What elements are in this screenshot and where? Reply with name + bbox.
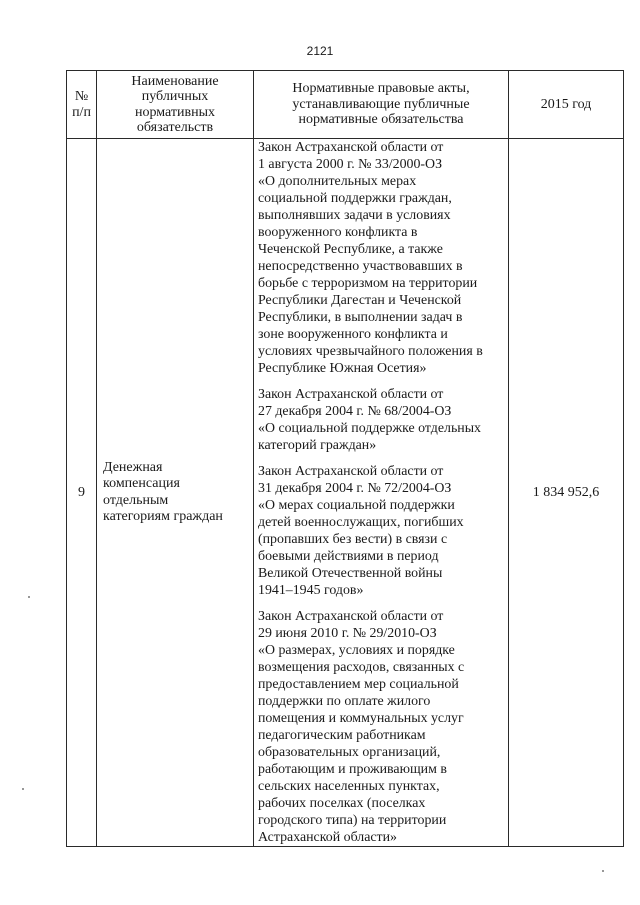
- legal-act: Закон Астраханской области от 1 августа 2000 г. № 33/2000-ОЗ «О дополнительных мерах социальной поддержки граждан, выполнявших задачи в условиях вооруженного конфликта в Чеченской Республике, а также непосредственно участвовавших в борьбе с терроризмом на территории Республики Дагестан и Чеченской Республики, в выполнении задач в зоне вооруженного конфликта и условиях чрезвычайного положения в Республике Южная Осетия»: [258, 140, 483, 376]
- header-obligation-name: Наименование публичных нормативных обязательств: [97, 71, 254, 139]
- obligations-table: [66, 70, 624, 847]
- scan-speck: [22, 788, 24, 790]
- header-year: 2015 год: [509, 71, 624, 139]
- legal-act: Закон Астраханской области от 31 декабря 2004 г. № 72/2004-ОЗ «О мерах социальной поддержки детей военнослужащих, погибших (пропавших без вести) в связи с боевыми действиями в период Великой Отечественной войны 1941–1945 годов»: [258, 464, 464, 598]
- legal-acts-cell: [254, 139, 509, 847]
- obligation-name: Денежная компенсация отдельным категориям граждан: [97, 139, 254, 847]
- header-number: № п/п: [67, 71, 97, 139]
- page-number: 2121: [306, 44, 334, 58]
- table-header-row: [67, 71, 624, 139]
- scan-speck: [28, 596, 30, 598]
- scan-speck: [602, 870, 604, 872]
- table-row: [67, 139, 624, 847]
- legal-act: Закон Астраханской области от 27 декабря 2004 г. № 68/2004-ОЗ «О социальной поддержке отдельных категорий граждан»: [258, 387, 481, 453]
- legal-act: Закон Астраханской области от 29 июня 2010 г. № 29/2010-ОЗ «О размерах, условиях и порядке возмещения расходов, связанных с предоставлением мер социальной поддержки по оплате жилого помещения и коммунальных услуг педагогическим работникам образовательных организаций, работающим и проживающим в сельских населенных пунктах, рабочих поселках (поселках городского типа) на территории Астраханской области»: [258, 609, 465, 845]
- header-legal-acts: Нормативные правовые акты, устанавливающие публичные нормативные обязательства: [254, 71, 509, 139]
- row-number: 9: [67, 139, 97, 847]
- amount-2015: 1 834 952,6: [509, 139, 624, 847]
